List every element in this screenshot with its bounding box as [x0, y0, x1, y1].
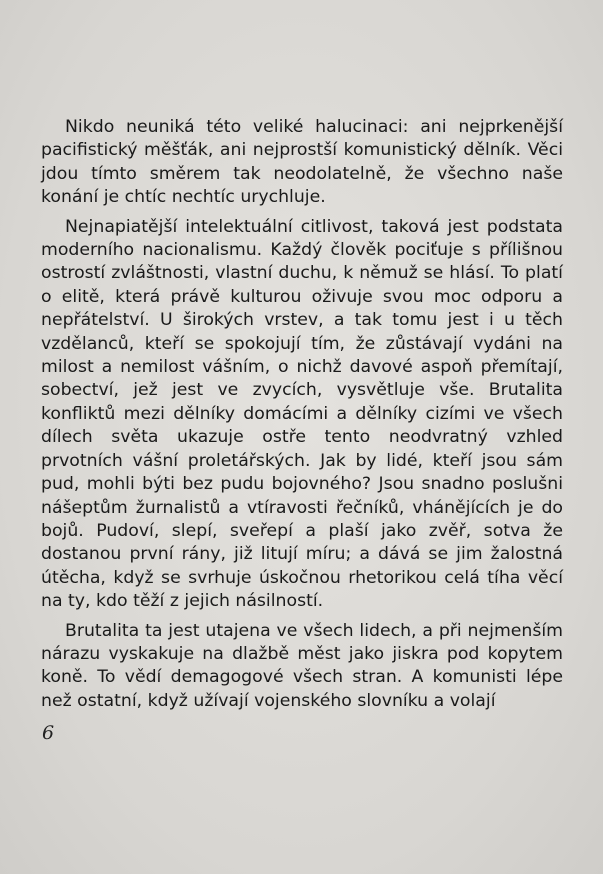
page-number: 6 — [42, 722, 55, 744]
paragraph-1: Nikdo neuniká této veliké halucinaci: ani nejprkenější pacifistický měšťák, ani nejprostší komunistický dělník. Věci jdou tímto směrem tak neodolatelně, že všechno naše konání je chtíc nechtíc urychluje. — [41, 117, 563, 208]
body-text — [41, 116, 563, 713]
paragraph-2: Nejnapiatější intelektuální citlivost, taková jest podstata moderního nacionalismu. Každý člověk pociťuje s přílišnou ostrostí zvláštnosti, vlastní duchu, k němuž se hlásí. To platí o elitě, která právě kulturou oživuje svou moc odporu a nepřátelství. U širokých vrstev, a tak tomu jest i u těch vzdělanců, kteří se spokojují tím, že zůstávají vydáni na milost a nemilost vášním, o nichž davové aspoň přemítají, sobectví, jež jest ve zvycích, vysvětluje vše. Brutalita konfliktů mezi dělníky domácími a dělníky cizími ve všech dílech světa ukazuje ostře tento neodvratný vzhled prvotních vášní proletářských. Jak by lidé, kteří jsou sám pud, mohli býti bez pudu bojovného? Jsou snadno poslušni nášeptům žurnalistů a vtíravosti řečníků, vhánějících je do bojů. Pudoví, slepí, sveřepí a plaší jako zvěř, sotva že dostanou první rány, již litují míru; a dává se jim žalostná útěcha, když se svrhuje úskočnou rhetorikou celá tíha věcí na ty, kdo těží z jejich násilností. — [41, 216, 563, 612]
paragraph-3: Brutalita ta jest utajena ve všech lidech, a při nejmenším nárazu vyskakuje na dlažbě měst jako jiskra pod kopytem koně. To vědí demagogové všech stran. A komunisti lépe než ostatní, když užívají vojenského slovníku a volají — [41, 620, 563, 711]
